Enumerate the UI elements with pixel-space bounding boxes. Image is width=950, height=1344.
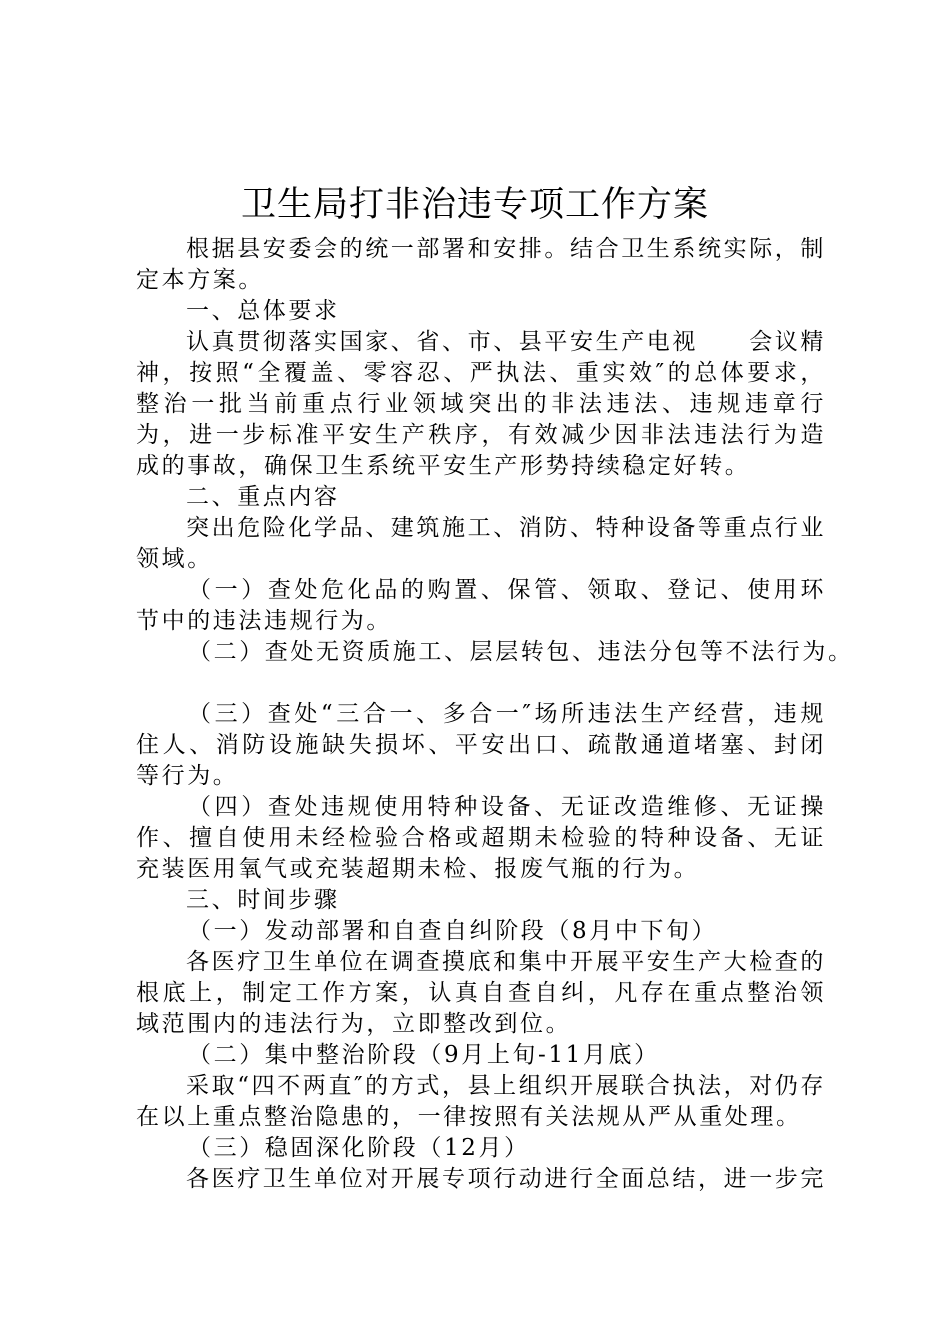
- key-content-item-2: （二）查处无资质施工、层层转包、违法分包等不法行为。: [188, 639, 854, 665]
- time-step-2-paragraph: 采取“四不两直″的方式，县上组织开展联合执法，对仍存在以上重点整治隐患的，一律按照有关法规从严从重处理。: [136, 1073, 826, 1130]
- key-content-item-3: （三）查处“三合一、多合一″场所违法生产经营，违规住人、消防设施缺失损坏、平安出口、疏散通道堵塞、封闭等行为。: [136, 701, 826, 789]
- intro-paragraph: 根据县安委会的统一部署和安排。结合卫生系统实际，制定本方案。: [136, 236, 826, 293]
- document-title: 卫生局打非治违专项工作方案: [240, 185, 709, 225]
- time-step-1-paragraph: 各医疗卫生单位在调查摸底和集中开展平安生产大检查的根底上，制定工作方案，认真自查自纠，凡存在重点整治领域范围内的违法行为，立即整改到位。: [136, 949, 826, 1037]
- section-heading-general-requirements: 一、总体要求: [186, 298, 340, 324]
- section-heading-key-content: 二、重点内容: [186, 484, 340, 510]
- time-step-1-heading: （一）发动部署和自查自纠阶段（8月中下旬）: [188, 918, 718, 944]
- general-requirements-paragraph: 认真贯彻落实国家、省、市、县平安生产电视 会议精神，按照“全覆盖、零容忍、严执法、重实效″的总体要求，整治一批当前重点行业领域突出的非法违法、违规违章行为，进一步标准平安生产秩序，有效减少因非法违法行为造成的事故，确保卫生系统平安生产形势持续稳定好转。: [136, 329, 826, 479]
- time-step-2-heading: （二）集中整治阶段（9月上旬-11月底）: [188, 1042, 660, 1068]
- document-body: [136, 234, 854, 1195]
- key-content-item-1: （一）查处危化品的购置、保管、领取、登记、使用环节中的违法违规行为。: [136, 577, 826, 634]
- time-step-3-paragraph: 各医疗卫生单位对开展专项行动进行全面总结，进一步完: [186, 1166, 826, 1192]
- section-heading-time-steps: 三、时间步骤: [186, 887, 340, 913]
- key-content-item-4: （四）查处违规使用特种设备、无证改造维修、无证操作、擅自使用未经检验合格或超期未检验的特种设备、无证充装医用氧气或充装超期未检、报废气瓶的行为。: [136, 794, 826, 882]
- time-step-3-heading: （三）稳固深化阶段（12月）: [188, 1135, 530, 1161]
- key-content-paragraph: 突出危险化学品、建筑施工、消防、特种设备等重点行业领域。: [136, 515, 826, 572]
